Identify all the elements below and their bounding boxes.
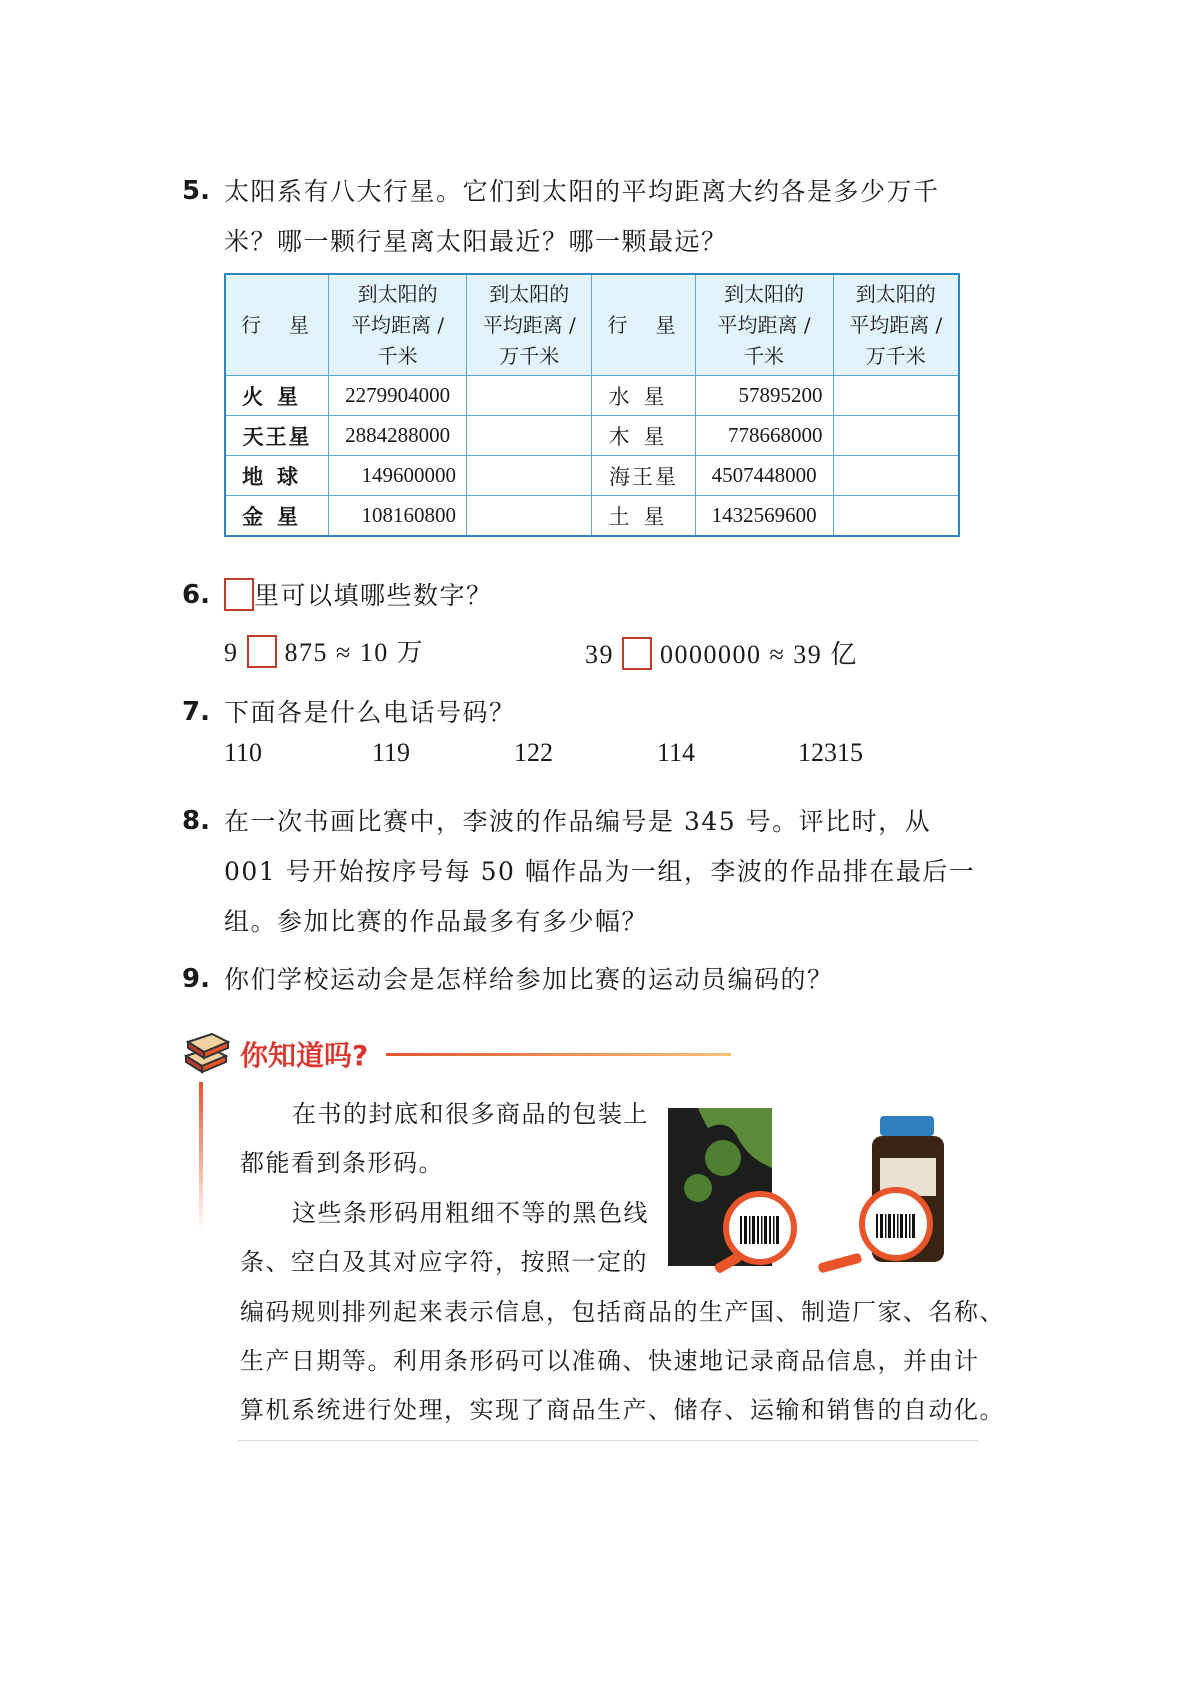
question-5-line-1: 太阳系有八大行星。它们到太阳的平均距离大约各是多少万千: [224, 177, 940, 206]
paragraph-1-line-2: 都能看到条形码。: [240, 1149, 444, 1177]
side-divider: [199, 1082, 203, 1232]
distance-km: 2279904000: [329, 376, 467, 416]
planet-name: 金星: [225, 496, 329, 537]
header-distance-km: 到太阳的 平均距离 / 千米: [329, 274, 467, 376]
phone-number: 119: [372, 738, 411, 767]
distance-km: 108160800: [329, 496, 467, 537]
header-distance-wankm-2: 到太阳的 平均距离 / 万千米: [833, 274, 959, 376]
digit-input-box[interactable]: [622, 637, 652, 670]
planet-name: 火星: [225, 376, 329, 416]
answer-cell[interactable]: [833, 376, 959, 416]
table-header-row: [225, 274, 959, 376]
distance-km: 4507448000: [695, 456, 833, 496]
digit-input-box[interactable]: [247, 635, 277, 668]
paragraph-2-line-4: 生产日期等。利用条形码可以准确、快速地记录商品信息，并由计: [240, 1347, 980, 1375]
planet-name: 地球: [225, 456, 329, 496]
table-row: [225, 416, 959, 456]
planet-name: 天王星: [225, 416, 329, 456]
table-row: [225, 376, 959, 416]
question-9-number: 9.: [182, 964, 210, 994]
paragraph-2-line-5: 算机系统进行处理，实现了商品生产、储存、运输和销售的自动化。: [240, 1396, 1005, 1424]
distance-km: 2884288000: [329, 416, 467, 456]
title-divider: [386, 1053, 731, 1056]
answer-cell[interactable]: [467, 456, 592, 496]
answer-cell[interactable]: [833, 496, 959, 537]
question-5-line-2: 米？哪一颗行星离太阳最近？哪一颗最远？: [224, 227, 728, 256]
question-8-number: 8.: [182, 806, 210, 836]
table-row: [225, 456, 959, 496]
planet-distance-table: [224, 273, 960, 537]
question-7-number: 7.: [182, 697, 210, 727]
paragraph-1-line-1: 在书的封底和很多商品的包装上: [292, 1100, 649, 1128]
bottom-rule: [238, 1440, 978, 1441]
phone-number: 12315: [798, 738, 863, 767]
answer-cell[interactable]: [467, 376, 592, 416]
distance-km: 57895200: [695, 376, 833, 416]
question-5-number: 5.: [182, 176, 210, 206]
answer-cell[interactable]: [833, 416, 959, 456]
distance-km: 778668000: [695, 416, 833, 456]
question-8-line-2: 001 号开始按序号每 50 幅作品为一组，李波的作品排在最后一: [224, 857, 976, 886]
did-you-know-title: 你知道吗?: [240, 1039, 369, 1072]
phone-number: 122: [514, 738, 553, 767]
phone-number: 114: [657, 738, 696, 767]
question-8-line-3: 组。参加比赛的作品最多有多少幅？: [224, 907, 649, 936]
phone-number: 110: [224, 738, 263, 767]
answer-box-icon: [224, 578, 254, 611]
answer-cell[interactable]: [467, 416, 592, 456]
answer-cell[interactable]: [467, 496, 592, 537]
header-planet: 行 星: [225, 274, 329, 376]
question-8-line-1: 在一次书画比赛中，李波的作品编号是 345 号。评比时，从: [224, 807, 932, 836]
question-6-example-1: 9 875 ≈ 10 万: [224, 632, 424, 669]
paragraph-2-line-2: 条、空白及其对应字符，按照一定的: [240, 1248, 648, 1276]
header-planet-2: 行 星: [592, 274, 695, 376]
barcode-illustration: [668, 1108, 960, 1278]
question-6-text: 里可以填哪些数字？: [224, 576, 493, 612]
distance-km: 149600000: [329, 456, 467, 496]
answer-cell[interactable]: [833, 456, 959, 496]
paragraph-2-line-3: 编码规则排列起来表示信息，包括商品的生产国、制造厂家、名称、: [240, 1298, 1005, 1326]
header-distance-km-2: 到太阳的 平均距离 / 千米: [695, 274, 833, 376]
planet-name: 水星: [592, 376, 695, 416]
paragraph-2-line-1: 这些条形码用粗细不等的黑色线: [292, 1199, 649, 1227]
planet-name: 土星: [592, 496, 695, 537]
planet-name: 海王星: [592, 456, 695, 496]
header-distance-wankm: 到太阳的 平均距离 / 万千米: [467, 274, 592, 376]
table-row: [225, 496, 959, 537]
distance-km: 1432569600: [695, 496, 833, 537]
question-6-example-2: 39 0000000 ≈ 39 亿: [585, 634, 858, 671]
planet-name: 木星: [592, 416, 695, 456]
question-6-number: 6.: [182, 580, 210, 610]
question-7-text: 下面各是什么电话号码？: [224, 698, 516, 727]
question-9-text: 你们学校运动会是怎样给参加比赛的运动员编码的？: [224, 965, 834, 994]
books-icon: [180, 1022, 232, 1074]
